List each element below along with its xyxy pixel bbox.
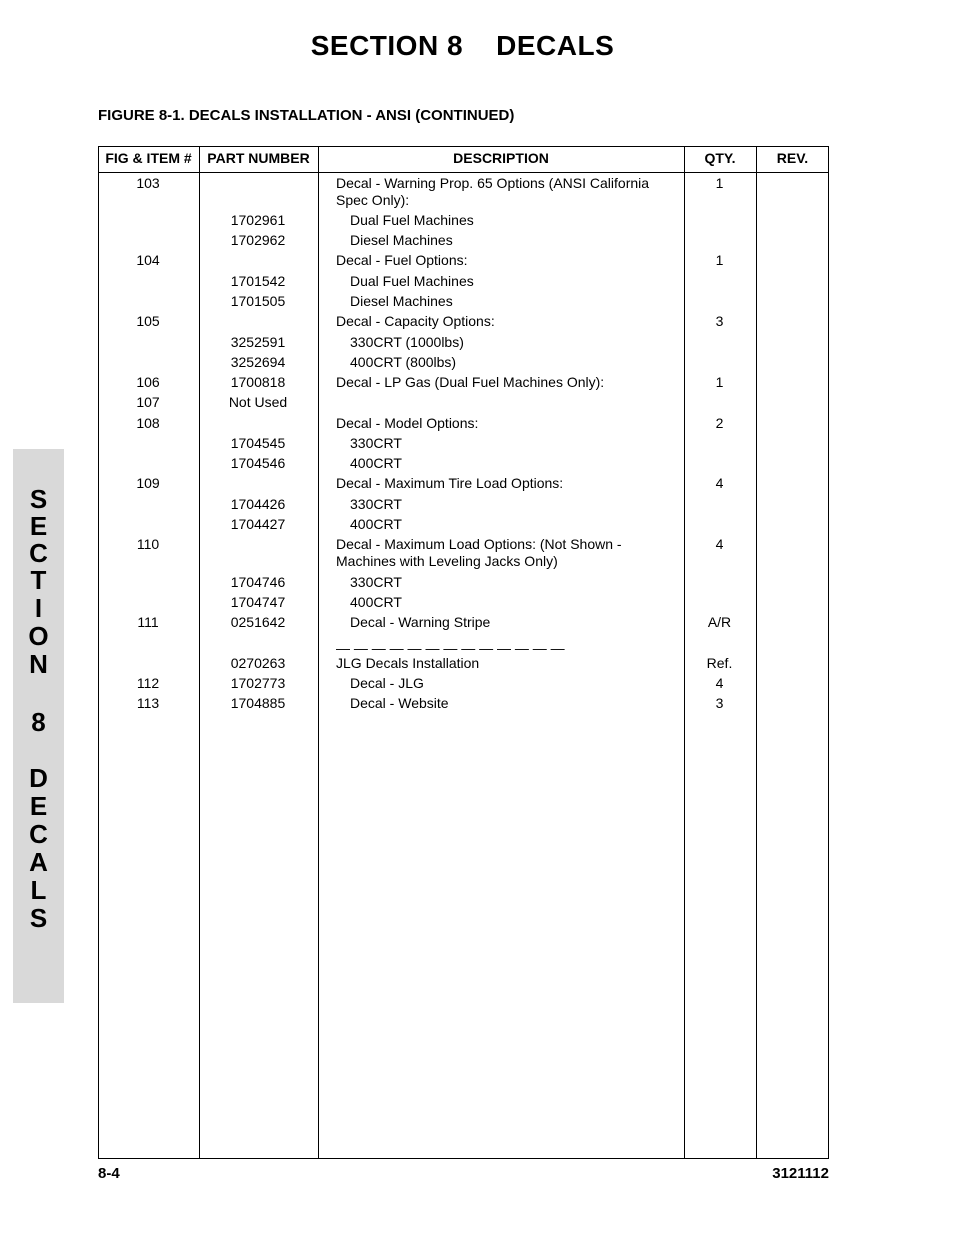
description-cell: 400CRT xyxy=(350,516,402,532)
fig-cell: 107 xyxy=(136,394,160,410)
column-header-description: DESCRIPTION xyxy=(453,150,549,166)
description-cell: Dual Fuel Machines xyxy=(350,273,474,289)
part-number-cell: 1700818 xyxy=(230,374,286,390)
part-number-cell: 1704546 xyxy=(230,455,286,471)
qty-cell: A/R xyxy=(707,614,732,630)
fig-cell: 106 xyxy=(136,374,160,390)
description-cell: Decal - Model Options: xyxy=(336,415,479,431)
description-cell: Decal - Maximum Load Options: (Not Shown - xyxy=(336,536,622,552)
fig-cell: 113 xyxy=(136,695,160,711)
side-tab-letter: S xyxy=(29,484,48,514)
side-tab-letter: D xyxy=(29,763,48,793)
column-header-part-number: PART NUMBER xyxy=(207,150,310,166)
fig-cell: 108 xyxy=(136,415,160,431)
part-number-cell: 1702961 xyxy=(230,212,286,228)
figure-title: FIGURE 8-1. DECALS INSTALLATION - ANSI (CONTINUED) xyxy=(98,107,515,124)
document-number: 3121112 xyxy=(772,1165,829,1182)
side-tab-letter: L xyxy=(30,875,47,905)
description-cell: Diesel Machines xyxy=(350,293,453,309)
description-cell: Decal - JLG xyxy=(350,675,424,691)
qty-cell: 4 xyxy=(715,675,724,691)
description-cell: Decal - Capacity Options: xyxy=(336,313,495,329)
fig-cell: 104 xyxy=(136,252,160,268)
description-cell: Diesel Machines xyxy=(350,232,453,248)
part-number-cell: 1704427 xyxy=(230,516,286,532)
part-number-cell: 3252694 xyxy=(230,354,286,370)
description-cell-continued: Machines with Leveling Jacks Only) xyxy=(336,553,558,569)
description-cell: 400CRT xyxy=(350,455,402,471)
part-number-cell: 1702773 xyxy=(230,675,286,691)
description-cell: Dual Fuel Machines xyxy=(350,212,474,228)
fig-cell: 105 xyxy=(136,313,160,329)
side-tab-letter: C xyxy=(29,538,48,568)
description-cell: JLG Decals Installation xyxy=(336,655,480,671)
section-side-tab xyxy=(13,449,64,1003)
part-number-cell: 1701542 xyxy=(230,273,286,289)
description-cell: Decal - Warning Stripe xyxy=(350,614,491,630)
fig-cell: 109 xyxy=(136,475,160,491)
part-number-cell: 1704426 xyxy=(230,496,286,512)
part-number-cell: 0251642 xyxy=(230,614,286,630)
column-divider xyxy=(318,146,319,1159)
description-cell: 330CRT (1000lbs) xyxy=(350,334,464,350)
fig-cell: 103 xyxy=(136,175,160,191)
side-tab-letter: A xyxy=(29,847,48,877)
side-tab-letter: E xyxy=(29,791,48,821)
part-number-cell: 0270263 xyxy=(230,655,286,671)
part-number-cell: 1704545 xyxy=(230,435,286,451)
description-cell: 330CRT xyxy=(350,574,402,590)
page-number: 8-4 xyxy=(98,1165,120,1182)
separator-dashes: — — — — — — — — — — — — — xyxy=(336,640,565,656)
part-number-cell: 1704746 xyxy=(230,574,286,590)
part-number-cell: Not Used xyxy=(228,394,288,410)
qty-cell: 2 xyxy=(715,415,724,431)
description-cell: 400CRT (800lbs) xyxy=(350,354,457,370)
qty-cell: 3 xyxy=(715,695,724,711)
description-cell-continued: Spec Only): xyxy=(336,192,410,208)
part-number-cell: 1701505 xyxy=(230,293,286,309)
column-header-rev: REV. xyxy=(776,150,809,166)
side-tab-letter: C xyxy=(29,819,48,849)
part-number-cell: 3252591 xyxy=(230,334,286,350)
description-cell: Decal - Fuel Options: xyxy=(336,252,468,268)
qty-cell: 4 xyxy=(715,536,724,552)
qty-cell: 4 xyxy=(715,475,724,491)
qty-cell: 3 xyxy=(715,313,724,329)
side-tab-letter: O xyxy=(28,621,49,651)
description-cell: Decal - LP Gas (Dual Fuel Machines Only): xyxy=(336,374,605,390)
page-title: SECTION 8 DECALS xyxy=(310,30,615,61)
side-tab-letter: T xyxy=(30,565,47,595)
column-header-fig: FIG & ITEM # xyxy=(105,150,192,166)
column-header-qty: QTY. xyxy=(704,150,736,166)
column-divider xyxy=(756,146,757,1159)
side-tab-letter: S xyxy=(29,903,48,933)
qty-cell: 1 xyxy=(715,374,724,390)
description-cell: Decal - Maximum Tire Load Options: xyxy=(336,475,564,491)
part-number-cell: 1704885 xyxy=(230,695,286,711)
fig-cell: 112 xyxy=(136,675,160,691)
table-header-divider xyxy=(98,172,829,173)
description-cell: 330CRT xyxy=(350,496,402,512)
description-cell: 330CRT xyxy=(350,435,402,451)
description-cell: 400CRT xyxy=(350,594,402,610)
part-number-cell: 1704747 xyxy=(230,594,286,610)
description-cell: Decal - Warning Prop. 65 Options (ANSI California xyxy=(336,175,650,191)
qty-cell: 1 xyxy=(715,252,724,268)
side-tab-letter: N xyxy=(29,649,48,679)
part-number-cell: 1702962 xyxy=(230,232,286,248)
fig-cell: 111 xyxy=(137,614,159,630)
qty-cell: Ref. xyxy=(706,655,733,671)
side-tab-letter: E xyxy=(29,511,48,541)
side-tab-letter: 8 xyxy=(31,707,46,737)
qty-cell: 1 xyxy=(715,175,724,191)
description-cell: Decal - Website xyxy=(350,695,449,711)
side-tab-letter: I xyxy=(34,593,43,623)
fig-cell: 110 xyxy=(136,536,160,552)
